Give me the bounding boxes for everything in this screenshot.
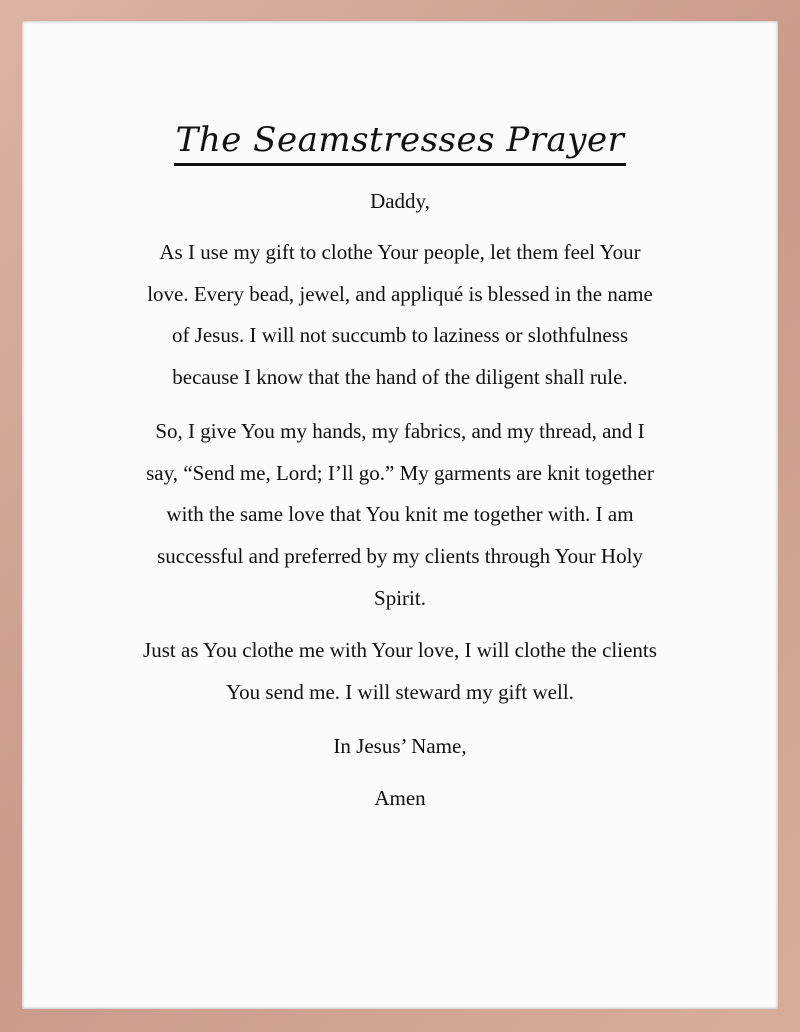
closing-text: In Jesus’ Name,: [333, 734, 467, 758]
paragraph-line: You send me. I will steward my gift well.: [226, 679, 574, 704]
paragraph-line: love. Every bead, jewel, and appliqué is blessed in the name: [147, 281, 653, 306]
title-container: [22, 120, 778, 166]
paragraph-line: So, I give You my hands, my fabrics, and my thread, and I: [155, 419, 645, 443]
paragraph-1: [22, 232, 778, 399]
closing-name: [22, 726, 778, 768]
paragraph-line: successful and preferred by my clients through Your Holy: [157, 544, 643, 569]
salutation: [22, 181, 778, 223]
paragraph-line: say, “Send me, Lord; I’ll go.” My garments are knit together: [146, 460, 654, 485]
amen-text: Amen: [374, 786, 426, 810]
paragraph-line: because I know that the hand of the diligent shall rule.: [172, 365, 628, 390]
paragraph-line: Spirit.: [374, 585, 426, 610]
prayer-page: [22, 21, 778, 1009]
paragraph-line: of Jesus. I will not succumb to laziness or slothfulness: [171, 323, 629, 348]
paragraph-2: [22, 411, 778, 620]
paragraph-line: Just as You clothe me with Your love, I will clothe the clients: [143, 638, 657, 662]
page-title: The Seamstresses Prayer: [174, 123, 627, 166]
paragraph-line: As I use my gift to clothe Your people, let them feel Your: [159, 240, 641, 264]
paragraph-line: with the same love that You knit me together with. I am: [166, 502, 634, 527]
paragraph-3: [22, 630, 778, 713]
salutation-text: Daddy,: [370, 189, 430, 213]
closing-amen: [22, 778, 778, 820]
